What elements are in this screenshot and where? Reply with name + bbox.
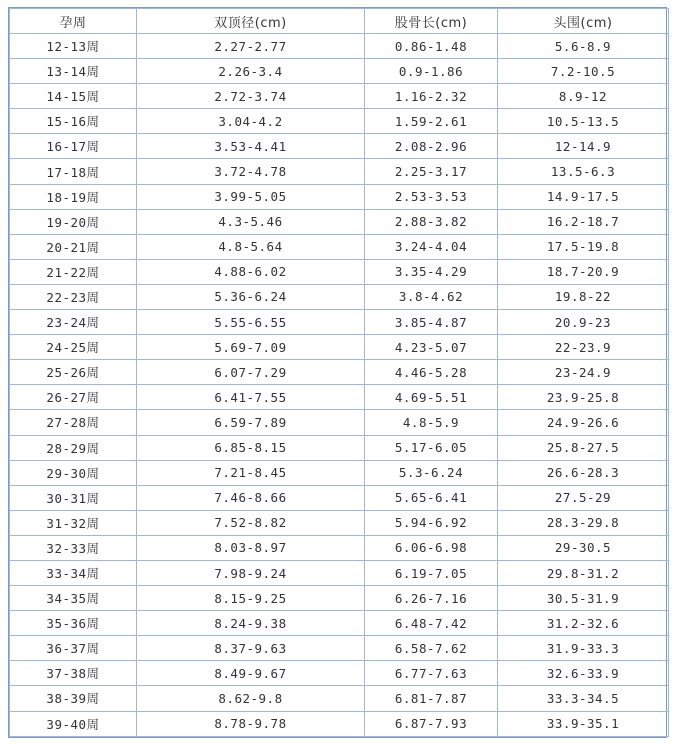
cell-head-circumference: 19.8-22 [498, 284, 669, 309]
cell-biparietal-diameter: 2.27-2.77 [137, 34, 365, 59]
cell-head-circumference: 33.9-35.1 [498, 711, 669, 736]
table-row [10, 159, 669, 184]
table-row [10, 535, 669, 560]
table-row [10, 686, 669, 711]
cell-head-circumference: 32.6-33.9 [498, 661, 669, 686]
table-row [10, 460, 669, 485]
cell-gestational-week: 34-35周 [10, 586, 137, 611]
table-row [10, 59, 669, 84]
cell-head-circumference: 30.5-31.9 [498, 586, 669, 611]
cell-femur-length: 6.58-7.62 [365, 636, 498, 661]
cell-biparietal-diameter: 3.99-5.05 [137, 184, 365, 209]
cell-femur-length: 4.8-5.9 [365, 410, 498, 435]
cell-femur-length: 2.88-3.82 [365, 209, 498, 234]
cell-biparietal-diameter: 4.3-5.46 [137, 209, 365, 234]
cell-gestational-week: 21-22周 [10, 259, 137, 284]
cell-head-circumference: 22-23.9 [498, 335, 669, 360]
table-row [10, 284, 669, 309]
header-biparietal-diameter: 双顶径(cm) [137, 9, 365, 34]
table-row [10, 360, 669, 385]
cell-biparietal-diameter: 3.04-4.2 [137, 109, 365, 134]
cell-biparietal-diameter: 5.69-7.09 [137, 335, 365, 360]
cell-biparietal-diameter: 6.07-7.29 [137, 360, 365, 385]
cell-gestational-week: 26-27周 [10, 385, 137, 410]
cell-femur-length: 4.46-5.28 [365, 360, 498, 385]
cell-head-circumference: 20.9-23 [498, 310, 669, 335]
cell-head-circumference: 8.9-12 [498, 84, 669, 109]
cell-gestational-week: 32-33周 [10, 535, 137, 560]
table-header [10, 9, 669, 34]
cell-gestational-week: 16-17周 [10, 134, 137, 159]
table-row [10, 586, 669, 611]
fetal-growth-table [9, 8, 669, 737]
cell-femur-length: 6.87-7.93 [365, 711, 498, 736]
table-row [10, 510, 669, 535]
cell-head-circumference: 16.2-18.7 [498, 209, 669, 234]
cell-head-circumference: 12-14.9 [498, 134, 669, 159]
header-head-circumference: 头围(cm) [498, 9, 669, 34]
cell-femur-length: 2.25-3.17 [365, 159, 498, 184]
table-row [10, 485, 669, 510]
cell-biparietal-diameter: 8.49-9.67 [137, 661, 365, 686]
cell-biparietal-diameter: 4.8-5.64 [137, 234, 365, 259]
cell-gestational-week: 39-40周 [10, 711, 137, 736]
cell-biparietal-diameter: 7.46-8.66 [137, 485, 365, 510]
cell-gestational-week: 28-29周 [10, 435, 137, 460]
cell-femur-length: 4.69-5.51 [365, 385, 498, 410]
cell-femur-length: 5.94-6.92 [365, 510, 498, 535]
cell-gestational-week: 20-21周 [10, 234, 137, 259]
cell-head-circumference: 13.5-6.3 [498, 159, 669, 184]
table-row [10, 234, 669, 259]
cell-gestational-week: 13-14周 [10, 59, 137, 84]
cell-gestational-week: 36-37周 [10, 636, 137, 661]
cell-biparietal-diameter: 7.98-9.24 [137, 560, 365, 585]
header-femur-length: 股骨长(cm) [365, 9, 498, 34]
cell-gestational-week: 38-39周 [10, 686, 137, 711]
header-gestational-week: 孕周 [10, 9, 137, 34]
cell-head-circumference: 17.5-19.8 [498, 234, 669, 259]
cell-biparietal-diameter: 8.78-9.78 [137, 711, 365, 736]
table-row [10, 711, 669, 736]
cell-gestational-week: 25-26周 [10, 360, 137, 385]
cell-gestational-week: 15-16周 [10, 109, 137, 134]
cell-head-circumference: 25.8-27.5 [498, 435, 669, 460]
cell-femur-length: 1.16-2.32 [365, 84, 498, 109]
cell-head-circumference: 7.2-10.5 [498, 59, 669, 84]
cell-femur-length: 3.35-4.29 [365, 259, 498, 284]
cell-head-circumference: 29.8-31.2 [498, 560, 669, 585]
cell-gestational-week: 29-30周 [10, 460, 137, 485]
cell-femur-length: 3.8-4.62 [365, 284, 498, 309]
table-row [10, 184, 669, 209]
cell-head-circumference: 29-30.5 [498, 535, 669, 560]
table-row [10, 34, 669, 59]
cell-gestational-week: 30-31周 [10, 485, 137, 510]
cell-femur-length: 5.17-6.05 [365, 435, 498, 460]
cell-gestational-week: 24-25周 [10, 335, 137, 360]
cell-femur-length: 6.26-7.16 [365, 586, 498, 611]
table-row [10, 84, 669, 109]
table-row [10, 560, 669, 585]
header-row [10, 9, 669, 34]
cell-femur-length: 6.77-7.63 [365, 661, 498, 686]
cell-femur-length: 0.86-1.48 [365, 34, 498, 59]
cell-gestational-week: 22-23周 [10, 284, 137, 309]
cell-biparietal-diameter: 2.26-3.4 [137, 59, 365, 84]
cell-gestational-week: 17-18周 [10, 159, 137, 184]
cell-biparietal-diameter: 8.24-9.38 [137, 611, 365, 636]
cell-head-circumference: 18.7-20.9 [498, 259, 669, 284]
cell-head-circumference: 26.6-28.3 [498, 460, 669, 485]
table-row [10, 410, 669, 435]
cell-head-circumference: 31.9-33.3 [498, 636, 669, 661]
cell-gestational-week: 35-36周 [10, 611, 137, 636]
table-body [10, 34, 669, 737]
table-row [10, 310, 669, 335]
cell-biparietal-diameter: 5.36-6.24 [137, 284, 365, 309]
cell-biparietal-diameter: 3.53-4.41 [137, 134, 365, 159]
cell-biparietal-diameter: 5.55-6.55 [137, 310, 365, 335]
cell-gestational-week: 37-38周 [10, 661, 137, 686]
cell-head-circumference: 10.5-13.5 [498, 109, 669, 134]
table-row [10, 661, 669, 686]
table-row [10, 259, 669, 284]
cell-femur-length: 1.59-2.61 [365, 109, 498, 134]
cell-gestational-week: 19-20周 [10, 209, 137, 234]
cell-biparietal-diameter: 8.62-9.8 [137, 686, 365, 711]
fetal-growth-table-container [8, 7, 667, 738]
cell-head-circumference: 28.3-29.8 [498, 510, 669, 535]
cell-head-circumference: 31.2-32.6 [498, 611, 669, 636]
cell-biparietal-diameter: 6.41-7.55 [137, 385, 365, 410]
cell-femur-length: 5.3-6.24 [365, 460, 498, 485]
cell-biparietal-diameter: 7.21-8.45 [137, 460, 365, 485]
cell-gestational-week: 12-13周 [10, 34, 137, 59]
cell-femur-length: 6.06-6.98 [365, 535, 498, 560]
cell-biparietal-diameter: 8.37-9.63 [137, 636, 365, 661]
table-row [10, 385, 669, 410]
cell-femur-length: 4.23-5.07 [365, 335, 498, 360]
cell-biparietal-diameter: 2.72-3.74 [137, 84, 365, 109]
cell-head-circumference: 14.9-17.5 [498, 184, 669, 209]
cell-head-circumference: 24.9-26.6 [498, 410, 669, 435]
cell-femur-length: 5.65-6.41 [365, 485, 498, 510]
cell-gestational-week: 33-34周 [10, 560, 137, 585]
table-row [10, 209, 669, 234]
cell-gestational-week: 14-15周 [10, 84, 137, 109]
cell-gestational-week: 27-28周 [10, 410, 137, 435]
table-row [10, 335, 669, 360]
cell-femur-length: 6.81-7.87 [365, 686, 498, 711]
cell-femur-length: 3.85-4.87 [365, 310, 498, 335]
table-row [10, 611, 669, 636]
table-row [10, 636, 669, 661]
cell-gestational-week: 31-32周 [10, 510, 137, 535]
cell-gestational-week: 18-19周 [10, 184, 137, 209]
cell-head-circumference: 33.3-34.5 [498, 686, 669, 711]
cell-gestational-week: 23-24周 [10, 310, 137, 335]
cell-head-circumference: 23-24.9 [498, 360, 669, 385]
table-row [10, 109, 669, 134]
cell-femur-length: 3.24-4.04 [365, 234, 498, 259]
table-row [10, 134, 669, 159]
cell-biparietal-diameter: 4.88-6.02 [137, 259, 365, 284]
cell-femur-length: 6.19-7.05 [365, 560, 498, 585]
cell-head-circumference: 27.5-29 [498, 485, 669, 510]
cell-femur-length: 2.08-2.96 [365, 134, 498, 159]
cell-head-circumference: 23.9-25.8 [498, 385, 669, 410]
table-row [10, 435, 669, 460]
cell-femur-length: 6.48-7.42 [365, 611, 498, 636]
cell-biparietal-diameter: 8.15-9.25 [137, 586, 365, 611]
cell-biparietal-diameter: 7.52-8.82 [137, 510, 365, 535]
cell-femur-length: 2.53-3.53 [365, 184, 498, 209]
cell-biparietal-diameter: 3.72-4.78 [137, 159, 365, 184]
cell-femur-length: 0.9-1.86 [365, 59, 498, 84]
cell-biparietal-diameter: 6.85-8.15 [137, 435, 365, 460]
cell-biparietal-diameter: 6.59-7.89 [137, 410, 365, 435]
cell-head-circumference: 5.6-8.9 [498, 34, 669, 59]
cell-biparietal-diameter: 8.03-8.97 [137, 535, 365, 560]
